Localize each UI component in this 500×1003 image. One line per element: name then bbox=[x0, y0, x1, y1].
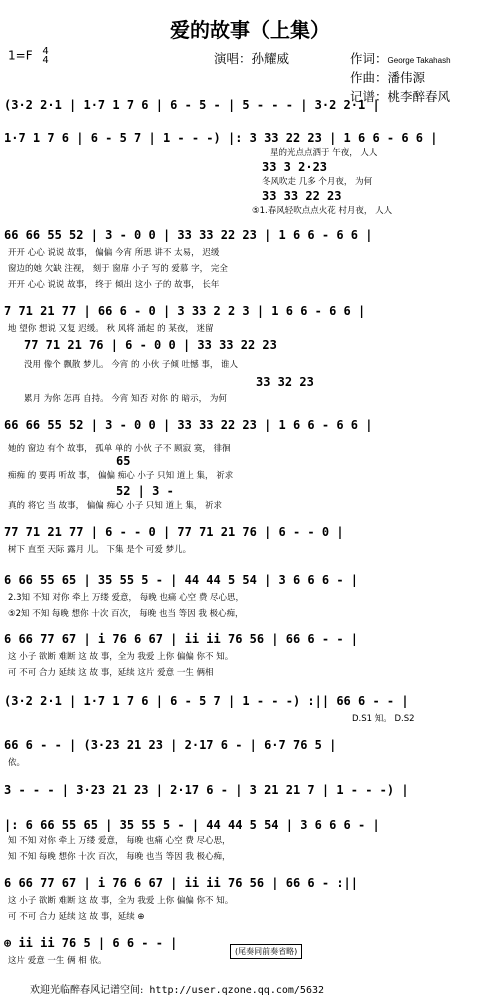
lyric-line: 地 望你 想说 又复 迟缓。 秋 风将 涌起 的 某夜， 迷留 bbox=[8, 324, 214, 334]
lyric-line: 窗边的她 欠缺 注视， 刻于 窗扉 小子 写的 爱慕 字， 完全 bbox=[8, 264, 228, 274]
notation-line: 77 71 21 76 | 6 - 0 0 | 33 33 22 23 bbox=[24, 338, 277, 352]
notation-line: 6 66 77 67 | i 76 6 67 | ii ii 76 56 | 66 6 - - | bbox=[4, 632, 359, 646]
notation-line: 66 6 - - | (3·23 21 23 | 2·17 6 - | 6·7 76 5 | bbox=[4, 738, 337, 752]
notation-line: 6 66 55 65 | 35 55 5 - | 44 44 5 54 | 3 6 6 6 - | bbox=[4, 573, 359, 587]
outro-note: (尾奏同前奏省略) bbox=[230, 944, 302, 959]
notation-line: 7 71 21 77 | 66 6 - 0 | 3 33 2 2 3 | 1 6 6 - 6 6 | bbox=[4, 304, 366, 318]
notation-line: 6 66 77 67 | i 76 6 67 | ii ii 76 56 | 66 6 - :|| bbox=[4, 876, 359, 890]
lyric-line: 知 不知 对你 牵上 万缕 爱意， 每晚 也痛 心空 费 尽心思， bbox=[8, 836, 231, 846]
lyric-line: 她的 窗边 有个 故事， 孤单 单的 小伙 子不 顾寂 寞， 徘徊 bbox=[8, 444, 231, 454]
lyricist-credit bbox=[350, 49, 451, 67]
lyric-line: 2.3知 不知 对你 牵上 万缕 爱意， 每晚 也痛 心空 费 尽心思， bbox=[8, 593, 245, 603]
lyric-line: 没用 像个 飘散 梦儿。 今宵 的 小伙 子倾 吐憾 事， 谁人 bbox=[24, 360, 239, 370]
lyric-line: ⑤1.春风轻吹点点火花 村月夜， 人人 bbox=[252, 206, 393, 216]
lyric-line: 依。 bbox=[8, 758, 26, 768]
lyric-line: 开开 心心 说说 故事， 偏偏 今宵 所思 讲不 太易， 迟缓 bbox=[8, 248, 220, 258]
notation-line: 52 | 3 - bbox=[116, 484, 174, 498]
lyric-line: 这片 爱意 一生 俩 相 依。 bbox=[8, 956, 107, 966]
lyricist-label: 作词： bbox=[350, 51, 388, 66]
notation-line: ⊕ ii ii 76 5 | 6 6 - - | bbox=[4, 936, 178, 950]
lyric-line: 这 小子 欲断 难断 这 故 事，全为 我爱 上你 偏偏 你不 知。 bbox=[8, 652, 234, 662]
footer-text: 欢迎光临醉春风记谱空间: bbox=[30, 985, 144, 996]
lyric-line: 可 不可 合力 延续 这 故 事，延续 这片 爱意 一生 俩相 bbox=[8, 668, 214, 678]
lyric-line: 真的 将它 当 故事， 偏偏 痴心 小子 只知 道上 集， 祈求 bbox=[8, 501, 223, 511]
notation-line: 77 71 21 77 | 6 - - 0 | 77 71 21 76 | 6 - - 0 | bbox=[4, 525, 344, 539]
notation-line: 33 3 2·23 bbox=[262, 160, 328, 174]
notation-line: 3 - - - | 3·23 21 23 | 2·17 6 - | 3 21 21 7 | 1 - - -) | bbox=[4, 783, 409, 797]
page-title: 爱的故事（上集） bbox=[170, 18, 330, 42]
notation-line: 66 66 55 52 | 3 - 0 0 | 33 33 22 23 | 1 6 6 - 6 6 | bbox=[4, 418, 373, 432]
lyric-line: 这 小子 欲断 难断 这 故 事，全为 我爱 上你 偏偏 你不 知。 bbox=[8, 896, 234, 906]
lyric-line: 星的光点点洒于 午夜， 人人 bbox=[270, 148, 378, 158]
lyric-line: 累月 为你 怎再 自持。 今宵 知否 对你 的 暗示， 为何 bbox=[24, 394, 227, 404]
composer-credit: 作曲：潘伟源 bbox=[350, 70, 426, 85]
notation-line: 33 33 22 23 bbox=[262, 189, 342, 203]
time-signature bbox=[42, 47, 48, 65]
notation-line: 65 bbox=[116, 454, 131, 468]
footer-url[interactable]: http://user.qzone.qq.com/5632 bbox=[149, 985, 325, 996]
notation-line: |: 6 66 55 65 | 35 55 5 - | 44 44 5 54 | 3 6 6 6 - | bbox=[4, 818, 380, 832]
lyric-line: 知 不知 每晚 想你 十次 百次， 每晚 也当 等因 我 极心痴， bbox=[8, 852, 231, 862]
footer bbox=[30, 981, 324, 996]
lyric-line: 树下 直至 天际 露月 儿。 下集 是个 可爱 梦儿。 bbox=[8, 545, 192, 555]
time-numerator: 4 bbox=[42, 46, 49, 57]
lyric-line: 开开 心心 说说 故事， 终于 倾出 这小 子的 故事， 长年 bbox=[8, 280, 220, 290]
notation-line: 66 66 55 52 | 3 - 0 0 | 33 33 22 23 | 1 6 6 - 6 6 | bbox=[4, 228, 373, 242]
lyric-line: 可 不可 合力 延续 这 故 事，延续 ⊕ bbox=[8, 912, 145, 922]
notation-line: 33 32 23 bbox=[256, 375, 314, 389]
time-denominator: 4 bbox=[42, 55, 49, 66]
transcriber-credit: 记谱：桃李醉春风 bbox=[350, 89, 451, 104]
key-label: 1=F bbox=[8, 48, 33, 63]
singer-credit: 演唱：孙耀威 bbox=[214, 51, 290, 66]
lyricist-name: George Takahash bbox=[387, 56, 451, 65]
notation-line: (3·2 2·1 | 1·7 1 7 6 | 6 - 5 - | 5 - - - | 3·2 2·1 | bbox=[4, 98, 380, 112]
key-signature bbox=[8, 47, 49, 65]
lyric-line: ⑤2知 不知 每晚 想你 十次 百次， 每晚 也当 等因 我 极心痴， bbox=[8, 609, 244, 619]
lyric-line: 冬风吹走 几多 个月夜， 为何 bbox=[262, 177, 373, 187]
notation-line: (3·2 2·1 | 1·7 1 7 6 | 6 - 5 7 | 1 - - -) :|| 66 6 - - | bbox=[4, 694, 409, 708]
lyric-line: 痴痴 的 要再 听故 事， 偏偏 痴心 小子 只知 道上 集， 祈求 bbox=[8, 471, 234, 481]
notation-line: 1·7 1 7 6 | 6 - 5 7 | 1 - - -) |: 3 33 22 23 | 1 6 6 - 6 6 | bbox=[4, 131, 438, 145]
lyric-line: D.S1 知。 D.S2 bbox=[352, 714, 415, 724]
